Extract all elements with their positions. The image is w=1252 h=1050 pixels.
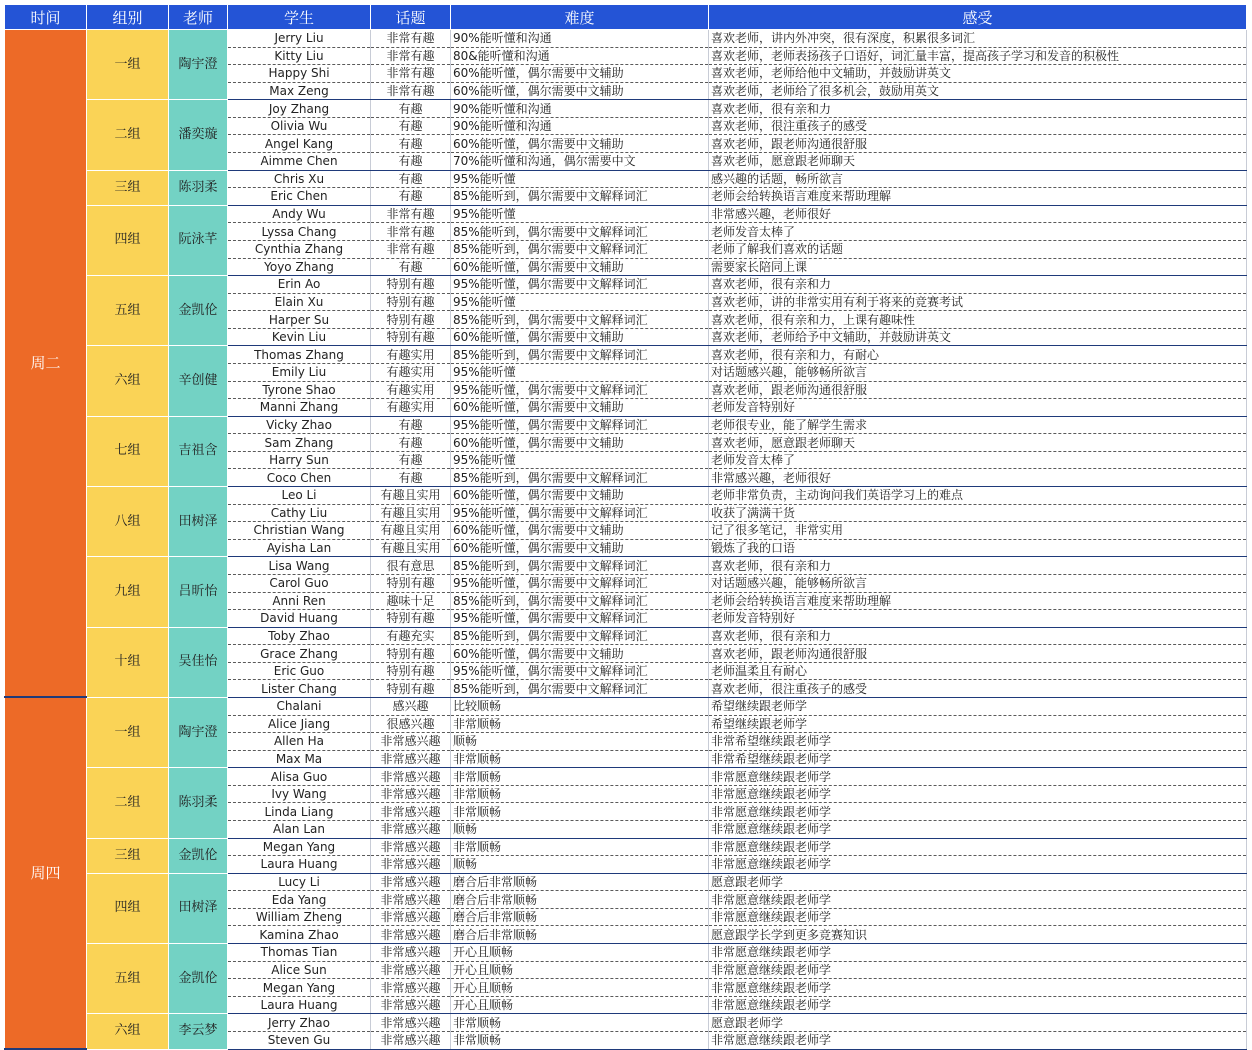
topic-cell: 特别有趣 [371, 293, 451, 311]
teacher-cell: 辛创健 [169, 346, 228, 416]
feeling-cell: 非常愿意继续跟老师学 [709, 944, 1247, 962]
header-student: 学生 [228, 5, 371, 30]
feeling-cell: 记了很多笔记，非常实用 [709, 522, 1247, 540]
topic-cell: 有趣 [371, 416, 451, 434]
difficulty-cell: 非常顺畅 [451, 803, 709, 821]
topic-cell: 非常感兴趣 [371, 803, 451, 821]
table-row [5, 944, 1247, 962]
student-cell: Happy Shi [228, 65, 371, 83]
feeling-cell: 老师发音特别好 [709, 610, 1247, 628]
group-cell: 二组 [87, 768, 169, 838]
feeling-cell: 对话题感兴趣，能够畅所欲言 [709, 574, 1247, 592]
topic-cell: 非常感兴趣 [371, 979, 451, 997]
difficulty-cell: 95%能听懂 [451, 170, 709, 188]
table-row [5, 627, 1247, 645]
student-cell: Alan Lan [228, 821, 371, 839]
difficulty-cell: 60%能听懂，偶尔需要中文辅助 [451, 258, 709, 276]
feeling-cell: 愿意跟学长学到更多竞赛知识 [709, 926, 1247, 944]
topic-cell: 非常感兴趣 [371, 1014, 451, 1032]
teacher-cell: 吉祖含 [169, 416, 228, 486]
topic-cell: 有趣 [371, 135, 451, 153]
student-cell: Lister Chang [228, 680, 371, 698]
feeling-cell: 非常愿意继续跟老师学 [709, 979, 1247, 997]
feeling-cell: 喜欢老师，老师给予中文辅助，并鼓励讲英文 [709, 328, 1247, 346]
table-row [5, 697, 1247, 715]
group-cell: 三组 [87, 838, 169, 873]
topic-cell: 特别有趣 [371, 662, 451, 680]
teacher-cell: 陶宇澄 [169, 30, 228, 100]
difficulty-cell: 95%能听懂，偶尔需要中文解释词汇 [451, 574, 709, 592]
student-cell: Laura Huang [228, 856, 371, 874]
difficulty-cell: 非常顺畅 [451, 838, 709, 856]
difficulty-cell: 非常顺畅 [451, 1014, 709, 1032]
group-cell: 八组 [87, 487, 169, 557]
group-cell: 十组 [87, 627, 169, 697]
topic-cell: 非常有趣 [371, 223, 451, 241]
difficulty-cell: 95%能听懂，偶尔需要中文解释词汇 [451, 504, 709, 522]
topic-cell: 感兴趣 [371, 697, 451, 715]
feeling-cell: 老师很专业，能了解学生需求 [709, 416, 1247, 434]
student-cell: Kamina Zhao [228, 926, 371, 944]
feeling-cell: 非常愿意继续跟老师学 [709, 856, 1247, 874]
topic-cell: 非常有趣 [371, 240, 451, 258]
difficulty-cell: 95%能听懂 [451, 363, 709, 381]
student-cell: Leo Li [228, 487, 371, 505]
feeling-cell: 希望继续跟老师学 [709, 715, 1247, 733]
feeling-cell: 非常感兴趣，老师很好 [709, 469, 1247, 487]
table-body [5, 30, 1247, 1050]
topic-cell: 特别有趣 [371, 645, 451, 663]
student-cell: Cynthia Zhang [228, 240, 371, 258]
feeling-cell: 老师非常负责，主动询问我们英语学习上的难点 [709, 487, 1247, 505]
topic-cell: 特别有趣 [371, 276, 451, 294]
teacher-cell: 陶宇澄 [169, 697, 228, 767]
difficulty-cell: 95%能听懂 [451, 451, 709, 469]
difficulty-cell: 比较顺畅 [451, 697, 709, 715]
topic-cell: 有趣 [371, 100, 451, 118]
difficulty-cell: 磨合后非常顺畅 [451, 908, 709, 926]
topic-cell: 非常有趣 [371, 30, 451, 48]
group-cell: 七组 [87, 416, 169, 486]
difficulty-cell: 95%能听懂 [451, 293, 709, 311]
topic-cell: 非常感兴趣 [371, 891, 451, 909]
group-cell: 九组 [87, 557, 169, 627]
topic-cell: 有趣 [371, 258, 451, 276]
feeling-cell: 非常愿意继续跟老师学 [709, 821, 1247, 839]
header-topic: 话题 [371, 5, 451, 30]
student-cell: Grace Zhang [228, 645, 371, 663]
topic-cell: 非常感兴趣 [371, 768, 451, 786]
student-cell: Steven Gu [228, 1031, 371, 1049]
feeling-cell: 老师会给转换语言难度来帮助理解 [709, 188, 1247, 206]
teacher-cell: 金凯伦 [169, 944, 228, 1014]
table-row [5, 768, 1247, 786]
topic-cell: 有趣 [371, 153, 451, 171]
topic-cell: 有趣实用 [371, 399, 451, 417]
student-cell: Alice Sun [228, 961, 371, 979]
student-cell: Ivy Wang [228, 785, 371, 803]
student-cell: Chris Xu [228, 170, 371, 188]
table-row [5, 416, 1247, 434]
header-group: 组别 [87, 5, 169, 30]
student-cell: Thomas Tian [228, 944, 371, 962]
feeling-cell: 锻炼了我的口语 [709, 539, 1247, 557]
feeling-cell: 非常愿意继续跟老师学 [709, 908, 1247, 926]
table-row [5, 30, 1247, 48]
difficulty-cell: 90%能听懂和沟通 [451, 100, 709, 118]
feeling-cell: 喜欢老师，很注重孩子的感受 [709, 117, 1247, 135]
difficulty-cell: 85%能听到，偶尔需要中文解释词汇 [451, 680, 709, 698]
feeling-cell: 喜欢老师，很注重孩子的感受 [709, 680, 1247, 698]
student-cell: Coco Chen [228, 469, 371, 487]
day-cell: 周四 [5, 697, 87, 1049]
student-cell: Olivia Wu [228, 117, 371, 135]
topic-cell: 有趣 [371, 451, 451, 469]
topic-cell: 有趣 [371, 170, 451, 188]
feeling-cell: 喜欢老师，很有亲和力，上课有趣味性 [709, 311, 1247, 329]
topic-cell: 有趣实用 [371, 346, 451, 364]
difficulty-cell: 60%能听懂，偶尔需要中文辅助 [451, 539, 709, 557]
difficulty-cell: 85%能听到，偶尔需要中文解释词汇 [451, 346, 709, 364]
student-cell: Max Zeng [228, 82, 371, 100]
difficulty-cell: 95%能听懂，偶尔需要中文解释词汇 [451, 416, 709, 434]
feeling-cell: 喜欢老师，愿意跟老师聊天 [709, 153, 1247, 171]
group-cell: 五组 [87, 276, 169, 346]
topic-cell: 非常感兴趣 [371, 838, 451, 856]
table-row [5, 838, 1247, 856]
topic-cell: 非常有趣 [371, 205, 451, 223]
difficulty-cell: 磨合后非常顺畅 [451, 926, 709, 944]
table-row [5, 276, 1247, 294]
difficulty-cell: 磨合后非常顺畅 [451, 873, 709, 891]
table-row [5, 1014, 1247, 1032]
difficulty-cell: 70%能听懂和沟通，偶尔需要中文 [451, 153, 709, 171]
topic-cell: 非常感兴趣 [371, 873, 451, 891]
difficulty-cell: 85%能听到，偶尔需要中文解释词汇 [451, 223, 709, 241]
topic-cell: 非常感兴趣 [371, 996, 451, 1014]
student-cell: Lisa Wang [228, 557, 371, 575]
difficulty-cell: 90%能听懂和沟通 [451, 30, 709, 48]
group-cell: 四组 [87, 873, 169, 943]
student-cell: Harry Sun [228, 451, 371, 469]
difficulty-cell: 开心且顺畅 [451, 944, 709, 962]
topic-cell: 非常感兴趣 [371, 1031, 451, 1049]
student-cell: David Huang [228, 610, 371, 628]
feeling-cell: 收获了满满干货 [709, 504, 1247, 522]
difficulty-cell: 开心且顺畅 [451, 961, 709, 979]
header-time: 时间 [5, 5, 87, 30]
student-cell: Eda Yang [228, 891, 371, 909]
topic-cell: 有趣且实用 [371, 504, 451, 522]
topic-cell: 非常感兴趣 [371, 961, 451, 979]
teacher-cell: 吴佳怡 [169, 627, 228, 697]
teacher-cell: 吕昕怡 [169, 557, 228, 627]
feeling-cell: 喜欢老师，跟老师沟通很舒服 [709, 381, 1247, 399]
student-cell: Cathy Liu [228, 504, 371, 522]
difficulty-cell: 85%能听到，偶尔需要中文解释词汇 [451, 469, 709, 487]
topic-cell: 非常有趣 [371, 65, 451, 83]
student-cell: Vicky Zhao [228, 416, 371, 434]
student-cell: Yoyo Zhang [228, 258, 371, 276]
feeling-cell: 对话题感兴趣，能够畅所欲言 [709, 363, 1247, 381]
topic-cell: 特别有趣 [371, 610, 451, 628]
student-cell: Linda Liang [228, 803, 371, 821]
topic-cell: 非常感兴趣 [371, 856, 451, 874]
feeling-cell: 喜欢老师，讲的非常实用有利于将来的竞赛考试 [709, 293, 1247, 311]
feeling-cell: 愿意跟老师学 [709, 873, 1247, 891]
feeling-cell: 愿意跟老师学 [709, 1014, 1247, 1032]
difficulty-cell: 顺畅 [451, 821, 709, 839]
student-cell: Allen Ha [228, 733, 371, 751]
topic-cell: 非常感兴趣 [371, 733, 451, 751]
feeling-cell: 非常愿意继续跟老师学 [709, 803, 1247, 821]
feeling-cell: 老师发音太棒了 [709, 223, 1247, 241]
student-cell: Megan Yang [228, 838, 371, 856]
header-feeling: 感受 [709, 5, 1247, 30]
difficulty-cell: 60%能听懂，偶尔需要中文辅助 [451, 645, 709, 663]
topic-cell: 非常感兴趣 [371, 785, 451, 803]
difficulty-cell: 85%能听到，偶尔需要中文解释词汇 [451, 557, 709, 575]
difficulty-cell: 非常顺畅 [451, 715, 709, 733]
difficulty-cell: 85%能听到，偶尔需要中文解释词汇 [451, 240, 709, 258]
teacher-cell: 田树泽 [169, 487, 228, 557]
topic-cell: 有趣 [371, 434, 451, 452]
feeling-cell: 喜欢老师，讲内外冲突，很有深度，积累很多词汇 [709, 30, 1247, 48]
student-cell: Chalani [228, 697, 371, 715]
student-cell: Max Ma [228, 750, 371, 768]
feeling-cell: 喜欢老师，老师给了很多机会，鼓励用英文 [709, 82, 1247, 100]
feeling-cell: 喜欢老师，很有亲和力 [709, 100, 1247, 118]
topic-cell: 特别有趣 [371, 328, 451, 346]
feedback-table [4, 4, 1247, 1050]
header-teacher: 老师 [169, 5, 228, 30]
student-cell: Jerry Liu [228, 30, 371, 48]
student-cell: Kevin Liu [228, 328, 371, 346]
feeling-cell: 非常愿意继续跟老师学 [709, 1031, 1247, 1049]
difficulty-cell: 60%能听懂，偶尔需要中文辅助 [451, 328, 709, 346]
difficulty-cell: 85%能听到，偶尔需要中文解释词汇 [451, 627, 709, 645]
topic-cell: 有趣充实 [371, 627, 451, 645]
teacher-cell: 金凯伦 [169, 276, 228, 346]
topic-cell: 有趣且实用 [371, 539, 451, 557]
student-cell: Manni Zhang [228, 399, 371, 417]
feeling-cell: 老师了解我们喜欢的话题 [709, 240, 1247, 258]
teacher-cell: 陈羽柔 [169, 768, 228, 838]
feeling-cell: 喜欢老师，跟老师沟通很舒服 [709, 135, 1247, 153]
difficulty-cell: 85%能听到，偶尔需要中文解释词汇 [451, 311, 709, 329]
topic-cell: 特别有趣 [371, 680, 451, 698]
feeling-cell: 非常感兴趣，老师很好 [709, 205, 1247, 223]
student-cell: Ayisha Lan [228, 539, 371, 557]
feeling-cell: 喜欢老师，很有亲和力 [709, 276, 1247, 294]
difficulty-cell: 95%能听懂，偶尔需要中文解释词汇 [451, 610, 709, 628]
feeling-cell: 喜欢老师，老师给他中文辅助，并鼓励讲英文 [709, 65, 1247, 83]
difficulty-cell: 60%能听懂，偶尔需要中文辅助 [451, 487, 709, 505]
feeling-cell: 非常愿意继续跟老师学 [709, 996, 1247, 1014]
student-cell: Joy Zhang [228, 100, 371, 118]
student-cell: Tyrone Shao [228, 381, 371, 399]
topic-cell: 有趣实用 [371, 363, 451, 381]
student-cell: Megan Yang [228, 979, 371, 997]
teacher-cell: 金凯伦 [169, 838, 228, 873]
table-row [5, 557, 1247, 575]
student-cell: Eric Chen [228, 188, 371, 206]
difficulty-cell: 磨合后非常顺畅 [451, 891, 709, 909]
student-cell: Christian Wang [228, 522, 371, 540]
difficulty-cell: 开心且顺畅 [451, 979, 709, 997]
topic-cell: 很有意思 [371, 557, 451, 575]
topic-cell: 有趣且实用 [371, 487, 451, 505]
difficulty-cell: 60%能听懂，偶尔需要中文辅助 [451, 434, 709, 452]
group-cell: 四组 [87, 205, 169, 275]
difficulty-cell: 60%能听懂，偶尔需要中文辅助 [451, 65, 709, 83]
topic-cell: 特别有趣 [371, 574, 451, 592]
difficulty-cell: 95%能听懂，偶尔需要中文解释词汇 [451, 662, 709, 680]
feeling-cell: 希望继续跟老师学 [709, 697, 1247, 715]
student-cell: Alisa Guo [228, 768, 371, 786]
table-row [5, 170, 1247, 188]
student-cell: Elain Xu [228, 293, 371, 311]
teacher-cell: 陈羽柔 [169, 170, 228, 205]
header-row [5, 5, 1247, 30]
feeling-cell: 老师温柔且有耐心 [709, 662, 1247, 680]
topic-cell: 有趣且实用 [371, 522, 451, 540]
feeling-cell: 喜欢老师，跟老师沟通很舒服 [709, 645, 1247, 663]
student-cell: Jerry Zhao [228, 1014, 371, 1032]
topic-cell: 非常有趣 [371, 47, 451, 65]
difficulty-cell: 85%能听到，偶尔需要中文解释词汇 [451, 188, 709, 206]
feeling-cell: 喜欢老师，愿意跟老师聊天 [709, 434, 1247, 452]
difficulty-cell: 顺畅 [451, 856, 709, 874]
student-cell: Erin Ao [228, 276, 371, 294]
topic-cell: 非常感兴趣 [371, 750, 451, 768]
difficulty-cell: 95%能听懂，偶尔需要中文解释词汇 [451, 381, 709, 399]
difficulty-cell: 60%能听懂，偶尔需要中文辅助 [451, 82, 709, 100]
table-row [5, 205, 1247, 223]
teacher-cell: 阮泳芊 [169, 205, 228, 275]
difficulty-cell: 90%能听懂和沟通 [451, 117, 709, 135]
group-cell: 六组 [87, 346, 169, 416]
table-row [5, 487, 1247, 505]
feeling-cell: 非常愿意继续跟老师学 [709, 838, 1247, 856]
feeling-cell: 非常希望继续跟老师学 [709, 733, 1247, 751]
feeling-cell: 喜欢老师，很有亲和力 [709, 627, 1247, 645]
topic-cell: 有趣 [371, 188, 451, 206]
topic-cell: 有趣 [371, 469, 451, 487]
teacher-cell: 李云梦 [169, 1014, 228, 1049]
feeling-cell: 老师发音太棒了 [709, 451, 1247, 469]
topic-cell: 非常感兴趣 [371, 926, 451, 944]
student-cell: Eric Guo [228, 662, 371, 680]
feeling-cell: 老师会给转换语言难度来帮助理解 [709, 592, 1247, 610]
student-cell: Sam Zhang [228, 434, 371, 452]
student-cell: Harper Su [228, 311, 371, 329]
difficulty-cell: 顺畅 [451, 733, 709, 751]
topic-cell: 有趣实用 [371, 381, 451, 399]
student-cell: Lucy Li [228, 873, 371, 891]
difficulty-cell: 60%能听懂，偶尔需要中文辅助 [451, 522, 709, 540]
topic-cell: 非常有趣 [371, 82, 451, 100]
feeling-cell: 感兴趣的话题，畅所欲言 [709, 170, 1247, 188]
feeling-cell: 非常愿意继续跟老师学 [709, 785, 1247, 803]
topic-cell: 有趣 [371, 117, 451, 135]
student-cell: Toby Zhao [228, 627, 371, 645]
teacher-cell: 田树泽 [169, 873, 228, 943]
difficulty-cell: 60%能听懂，偶尔需要中文辅助 [451, 399, 709, 417]
feeling-cell: 非常愿意继续跟老师学 [709, 961, 1247, 979]
feeling-cell: 喜欢老师，很有亲和力，有耐心 [709, 346, 1247, 364]
difficulty-cell: 非常顺畅 [451, 785, 709, 803]
difficulty-cell: 60%能听懂，偶尔需要中文辅助 [451, 135, 709, 153]
feeling-cell: 非常愿意继续跟老师学 [709, 768, 1247, 786]
group-cell: 一组 [87, 697, 169, 767]
feeling-cell: 喜欢老师，很有亲和力 [709, 557, 1247, 575]
feeling-cell: 老师发音特别好 [709, 399, 1247, 417]
topic-cell: 非常感兴趣 [371, 908, 451, 926]
teacher-cell: 潘奕璇 [169, 100, 228, 170]
feeling-cell: 非常希望继续跟老师学 [709, 750, 1247, 768]
topic-cell: 非常感兴趣 [371, 944, 451, 962]
topic-cell: 很感兴趣 [371, 715, 451, 733]
student-cell: Kitty Liu [228, 47, 371, 65]
difficulty-cell: 95%能听懂 [451, 205, 709, 223]
student-cell: Angel Kang [228, 135, 371, 153]
student-cell: Laura Huang [228, 996, 371, 1014]
difficulty-cell: 95%能听懂，偶尔需要中文解释词汇 [451, 276, 709, 294]
difficulty-cell: 开心且顺畅 [451, 996, 709, 1014]
student-cell: Lyssa Chang [228, 223, 371, 241]
student-cell: Alice Jiang [228, 715, 371, 733]
topic-cell: 趣味十足 [371, 592, 451, 610]
feeling-cell: 需要家长陪同上课 [709, 258, 1247, 276]
feeling-cell: 非常愿意继续跟老师学 [709, 891, 1247, 909]
table-row [5, 873, 1247, 891]
header-difficulty: 难度 [451, 5, 709, 30]
difficulty-cell: 85%能听到，偶尔需要中文解释词汇 [451, 592, 709, 610]
difficulty-cell: 非常顺畅 [451, 750, 709, 768]
table-row [5, 100, 1247, 118]
day-cell: 周二 [5, 30, 87, 698]
group-cell: 六组 [87, 1014, 169, 1049]
student-cell: Andy Wu [228, 205, 371, 223]
student-cell: Thomas Zhang [228, 346, 371, 364]
feeling-cell: 喜欢老师，老师表扬孩子口语好，词汇量丰富，提高孩子学习和发音的积极性 [709, 47, 1247, 65]
difficulty-cell: 非常顺畅 [451, 768, 709, 786]
student-cell: Emily Liu [228, 363, 371, 381]
student-cell: Aimme Chen [228, 153, 371, 171]
difficulty-cell: 80&能听懂和沟通 [451, 47, 709, 65]
student-cell: Anni Ren [228, 592, 371, 610]
difficulty-cell: 非常顺畅 [451, 1031, 709, 1049]
student-cell: Carol Guo [228, 574, 371, 592]
table-row [5, 346, 1247, 364]
topic-cell: 特别有趣 [371, 311, 451, 329]
group-cell: 三组 [87, 170, 169, 205]
group-cell: 一组 [87, 30, 169, 100]
group-cell: 五组 [87, 944, 169, 1014]
topic-cell: 非常感兴趣 [371, 821, 451, 839]
student-cell: William Zheng [228, 908, 371, 926]
group-cell: 二组 [87, 100, 169, 170]
